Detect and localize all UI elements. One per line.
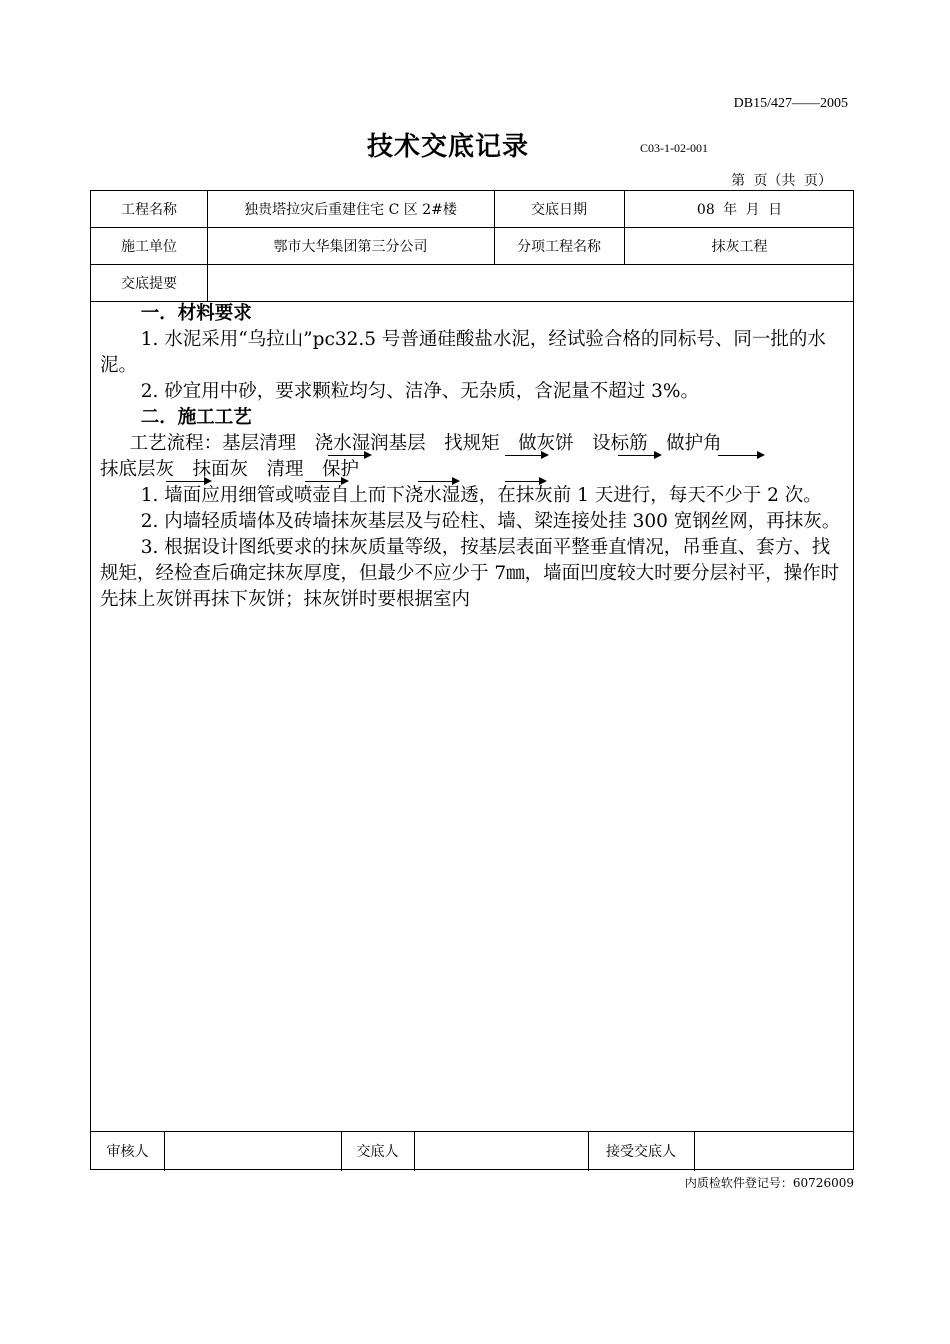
subitem-label: 分项工程名称 xyxy=(517,238,601,255)
contractor-value: 鄂市大华集团第三分公司 xyxy=(273,238,428,255)
flow-arrow-icon xyxy=(305,481,347,482)
date-value: 08 年 月 日 xyxy=(696,202,783,218)
paragraph: 2. 内墙轻质墙体及砖墙抹灰基层及与砼柱、墙、梁连接处挂 300 宽钢丝网，再抹灰。 xyxy=(140,511,841,532)
flow-arrow-icon xyxy=(505,455,547,456)
registration-number: 内质检软件登记号：60726009 xyxy=(684,1176,854,1190)
process-flow xyxy=(100,457,842,483)
reviewer-label: 审核人 xyxy=(106,1144,149,1160)
record-table xyxy=(90,190,854,1170)
flow-arrow-icon xyxy=(166,481,210,482)
page-title: 技术交底记录 xyxy=(367,132,530,162)
flow-arrow-icon xyxy=(505,481,545,482)
paragraph: 1. 墙面应用细管或喷壶自上而下浇水湿透，在抹灰前 1 天进行，每天不少于 2 次。 xyxy=(140,485,822,506)
section-heading: 二．施工工艺 xyxy=(140,407,252,428)
process-flow xyxy=(100,431,842,457)
flow-arrow-icon xyxy=(718,455,763,456)
presenter-label: 交底人 xyxy=(356,1144,399,1160)
standard-code: DB15/427——2005 xyxy=(733,96,848,111)
flow-arrow-icon xyxy=(328,455,370,456)
contractor-label: 施工单位 xyxy=(121,238,177,255)
subitem-value: 抹灰工程 xyxy=(711,238,768,255)
form-code: C03-1-02-001 xyxy=(640,141,708,155)
page-info: 第 页（共 页） xyxy=(731,173,832,189)
disclosure-content xyxy=(100,301,842,613)
project-name-label: 工程名称 xyxy=(121,202,177,218)
receiver-value xyxy=(694,1131,855,1171)
reviewer-value xyxy=(164,1131,341,1171)
paragraph: 2. 砂宜用中砂，要求颗粒均匀、洁净、无杂质，含泥量不超过 3%。 xyxy=(140,381,699,402)
paragraph: 3. 根据设计图纸要求的抹灰质量等级，按基层表面平整垂直情况，吊垂直、套方、找规矩，经检查后确定抹灰厚度，但最少不应少于 7㎜，墙面凹度较大时要分层衬平，操作时先抹上灰饼再抹下灰饼；抹灰饼时要根据室内 xyxy=(100,537,840,610)
process-flow-line: 工艺流程：基层清理 浇水湿润基层 找规矩 做灰饼 设标筋 做护角 xyxy=(129,433,722,454)
section-heading: 一．材料要求 xyxy=(140,303,252,324)
receiver-label: 接受交底人 xyxy=(606,1144,676,1160)
summary-label: 交底提要 xyxy=(121,275,177,292)
presenter-value xyxy=(414,1131,588,1171)
process-flow-line: 抹底层灰 抹面灰 清理 保护 xyxy=(100,459,360,480)
date-label: 交底日期 xyxy=(531,202,587,218)
flow-arrow-icon xyxy=(418,481,458,482)
project-name-value: 独贵塔拉灾后重建住宅 C 区 2#楼 xyxy=(244,202,457,218)
paragraph: 1. 水泥采用“乌拉山”pc32.5 号普通硅酸盐水泥，经试验合格的同标号、同一批的水泥。 xyxy=(100,329,826,376)
flow-arrow-icon xyxy=(618,455,660,456)
summary-value xyxy=(207,264,863,301)
